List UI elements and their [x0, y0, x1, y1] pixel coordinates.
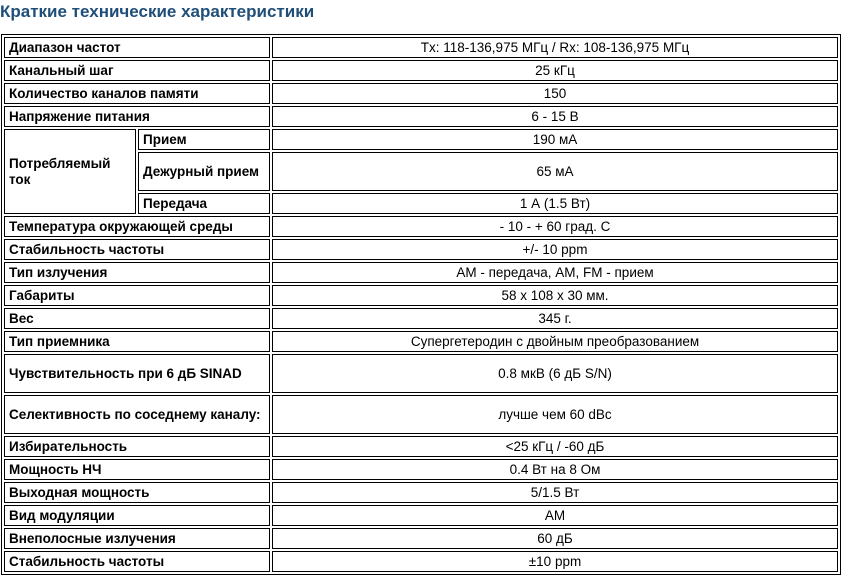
row-value: ±10 ppm	[272, 551, 838, 572]
page-title: Краткие технические характеристики	[0, 2, 315, 21]
table-row	[4, 482, 838, 503]
row-value: 0.8 мкВ (6 дБ S/N)	[272, 354, 838, 393]
table-row	[4, 551, 838, 572]
row-label: Чувствительность при 6 дБ SINAD	[4, 354, 270, 393]
table-row	[4, 285, 838, 306]
table-row	[4, 395, 838, 434]
row-value: 190 мА	[272, 129, 838, 150]
row-value: 5/1.5 Вт	[272, 482, 838, 503]
table-row	[4, 60, 838, 81]
table-row	[4, 216, 838, 237]
row-label: Вес	[4, 308, 270, 329]
row-value: 150	[272, 83, 838, 104]
row-label: Избирательность	[4, 436, 270, 457]
specs-table	[1, 34, 841, 575]
row-value: 1 А (1.5 Вт)	[272, 193, 838, 214]
row-value: лучше чем 60 dBc	[272, 395, 838, 434]
table-row	[4, 308, 838, 329]
row-label: Канальный шаг	[4, 60, 270, 81]
row-value: 6 - 15 В	[272, 106, 838, 127]
row-value: Супергетеродин с двойным преобразованием	[272, 331, 838, 352]
row-value: АМ	[272, 505, 838, 526]
row-label: Выходная мощность	[4, 482, 270, 503]
table-row	[4, 239, 838, 260]
row-label: Мощность НЧ	[4, 459, 270, 480]
row-label: Габариты	[4, 285, 270, 306]
table-row	[4, 129, 838, 150]
table-row	[4, 106, 838, 127]
row-value: 58 х 108 х 30 мм.	[272, 285, 838, 306]
row-sublabel: Дежурный прием	[138, 152, 270, 191]
table-row	[4, 83, 838, 104]
row-label: Диапазон частот	[4, 37, 270, 58]
row-sublabel: Передача	[138, 193, 270, 214]
row-label: Температура окружающей среды	[4, 216, 270, 237]
row-label: Тип приемника	[4, 331, 270, 352]
row-value: +/- 10 ppm	[272, 239, 838, 260]
table-row	[4, 528, 838, 549]
table-row	[4, 505, 838, 526]
row-value: АМ - передача, АМ, FM - прием	[272, 262, 838, 283]
row-label: Внеполосные излучения	[4, 528, 270, 549]
row-label: Тип излучения	[4, 262, 270, 283]
table-row	[4, 331, 838, 352]
row-value: Tx: 118-136,975 МГц / Rx: 108-136,975 МГц	[272, 37, 838, 58]
row-value: <25 кГц / -60 дБ	[272, 436, 838, 457]
row-value: 25 кГц	[272, 60, 838, 81]
table-row	[4, 37, 838, 58]
row-label: Напряжение питания	[4, 106, 270, 127]
row-value: 345 г.	[272, 308, 838, 329]
row-value: 60 дБ	[272, 528, 838, 549]
row-value: - 10 - + 60 град. С	[272, 216, 838, 237]
row-label: Количество каналов памяти	[4, 83, 270, 104]
row-label-group: Потребляемый ток	[4, 129, 136, 214]
table-row	[4, 459, 838, 480]
row-value: 0.4 Вт на 8 Ом	[272, 459, 838, 480]
row-label: Стабильность частоты	[4, 239, 270, 260]
row-label: Вид модуляции	[4, 505, 270, 526]
table-row	[4, 354, 838, 393]
row-sublabel: Прием	[138, 129, 270, 150]
row-value: 65 мА	[272, 152, 838, 191]
table-row	[4, 262, 838, 283]
row-label: Стабильность частоты	[4, 551, 270, 572]
row-label: Селективность по соседнему каналу:	[4, 395, 270, 434]
table-row	[4, 436, 838, 457]
